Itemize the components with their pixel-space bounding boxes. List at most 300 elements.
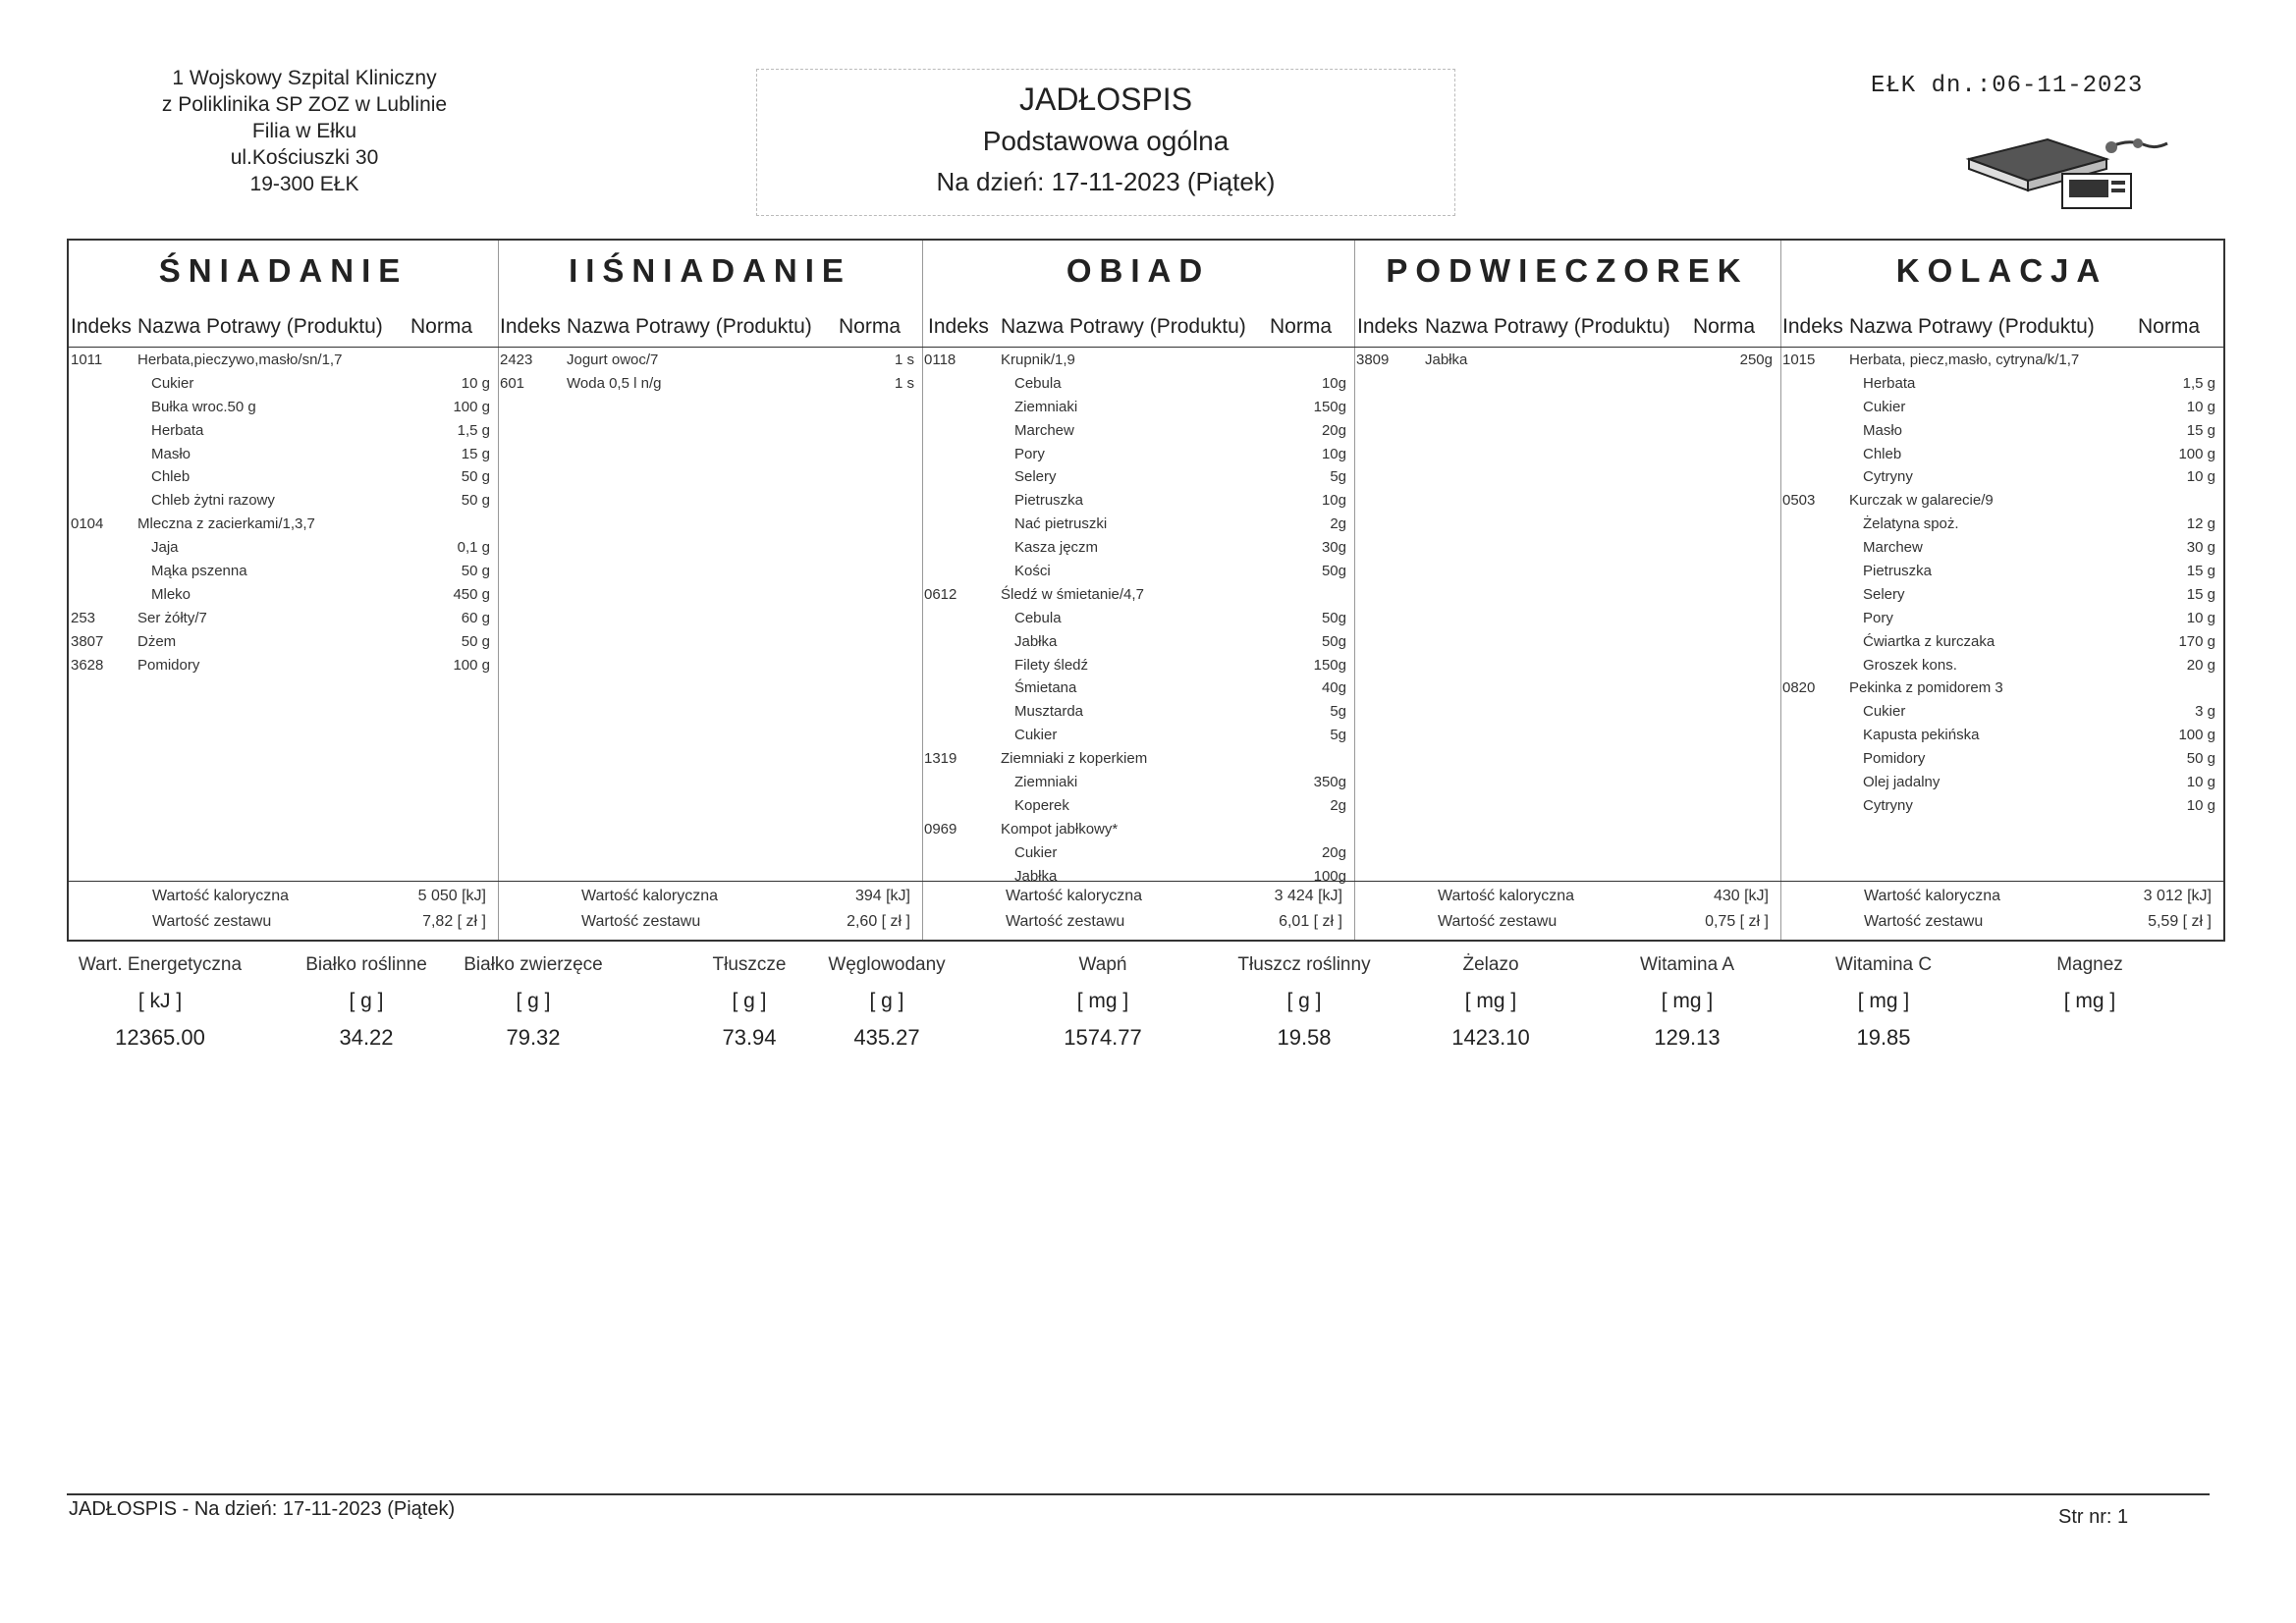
dish-name: Ziemniaki (1014, 398, 1078, 415)
dish-norm: 5g (1330, 727, 1346, 744)
dish-row (1780, 724, 2223, 747)
cost-value: 5,59 [ zł ] (2148, 913, 2212, 930)
dish-norm: 12 g (2186, 515, 2215, 533)
dish-row (1780, 419, 2223, 443)
dish-row (498, 349, 922, 372)
dish-row (69, 419, 498, 443)
dish-row (922, 560, 1354, 583)
print-date: EŁK dn.:06-11-2023 (1871, 73, 2144, 99)
dish-row (69, 607, 498, 630)
header-name: Nazwa Potrawy (Produktu) (567, 315, 812, 338)
dish-row (1780, 396, 2223, 419)
dish-row (69, 372, 498, 396)
dish-norm: 350g (1313, 774, 1346, 791)
nutrient-label: Węglowodany (828, 954, 946, 975)
cost-label: Wartość zestawu (1006, 913, 1125, 930)
nutrient-value: 12365.00 (115, 1025, 205, 1050)
dish-row (922, 607, 1354, 630)
dish-norm: 2g (1330, 515, 1346, 533)
dish-name: Selery (1863, 585, 1905, 603)
calorie-value: 394 [kJ] (854, 888, 910, 904)
dish-norm: 50 g (2186, 750, 2215, 768)
dish-row (1780, 513, 2223, 536)
nutrient-unit: [ mg ] (1857, 990, 1910, 1012)
book-computer-logo (1959, 120, 2175, 218)
dish-norm: 60 g (461, 609, 490, 626)
calorie-label: Wartość kaloryczna (581, 888, 718, 904)
dish-name: Nać pietruszki (1014, 515, 1108, 533)
dish-row (922, 349, 1354, 372)
dish-norm: 10 g (2186, 796, 2215, 814)
hospital-line-2: z Poliklinika SP ZOZ w Lublinie (161, 93, 448, 116)
hospital-line-3: Filia w Ełku (251, 120, 357, 142)
cost-label: Wartość zestawu (581, 913, 701, 930)
dish-row (1780, 654, 2223, 677)
dish-name: Koperek (1014, 796, 1069, 814)
dish-row (1780, 607, 2223, 630)
dish-norm: 0,1 g (457, 539, 490, 557)
header-index: Indeks (1782, 315, 1843, 338)
calorie-value: 3 424 [kJ] (1274, 888, 1342, 904)
meal-totals (1780, 881, 2223, 941)
dish-row (922, 818, 1354, 841)
dish-index: 601 (500, 374, 525, 392)
meal-column (1780, 241, 2223, 940)
dish-name: Cukier (1014, 843, 1058, 861)
dish-norm: 50g (1321, 632, 1346, 650)
nutrient-label: Witamina A (1639, 954, 1735, 975)
meal-totals (69, 881, 498, 941)
dish-norm: 15 g (461, 445, 490, 462)
dish-norm: 50 g (461, 632, 490, 650)
dish-name: Mleko (151, 585, 191, 603)
dish-name: Mąka pszenna (151, 563, 247, 580)
meal-column (1354, 241, 1781, 940)
header-name: Nazwa Potrawy (Produktu) (1849, 315, 2095, 338)
dish-name: Marchew (1014, 421, 1074, 439)
nutrient-unit: [ mg ] (1464, 990, 1517, 1012)
nutrient-unit: [ g ] (349, 990, 384, 1012)
dish-norm: 1,5 g (457, 421, 490, 439)
dish-name: Filety śledź (1014, 656, 1089, 674)
dish-name: Woda 0,5 l n/g (567, 374, 662, 392)
dish-row (69, 513, 498, 536)
dish-name: Jabłka (1014, 867, 1058, 885)
nutrient-column (793, 950, 980, 1056)
nutrient-value: 79.32 (506, 1025, 561, 1050)
dish-row (1780, 349, 2223, 372)
dish-norm: 20g (1321, 421, 1346, 439)
nutrient-label: Białko roślinne (305, 954, 427, 975)
dish-norm: 30 g (2186, 539, 2215, 557)
dish-list (922, 349, 1354, 888)
dish-index: 0503 (1782, 492, 1816, 510)
meal-totals (922, 881, 1354, 941)
calorie-label: Wartość kaloryczna (1006, 888, 1142, 904)
dish-name: Kości (1014, 563, 1051, 580)
dish-row (69, 489, 498, 513)
calorie-value: 5 050 [kJ] (417, 888, 486, 904)
dish-row (69, 630, 498, 654)
nutrient-label: Magnez (2056, 954, 2123, 975)
meal-title: ŚNIADANIE (158, 252, 409, 289)
dish-row (498, 372, 922, 396)
dish-row (922, 583, 1354, 607)
dish-row (922, 419, 1354, 443)
nutrient-column (1397, 950, 1584, 1056)
dish-name: Dżem (137, 632, 177, 650)
dish-list (69, 349, 498, 676)
cost-label: Wartość zestawu (1864, 913, 1984, 930)
nutrient-unit: [ g ] (1286, 990, 1322, 1012)
page-title: JADŁOSPIS (1018, 81, 1193, 117)
dish-name: Cebula (1014, 609, 1062, 626)
meal-title: PODWIECZOREK (1386, 252, 1749, 289)
dish-norm: 10g (1321, 492, 1346, 510)
dish-name: Śledź w śmietanie/4,7 (1001, 585, 1144, 603)
dish-norm: 15 g (2186, 585, 2215, 603)
nutrient-unit: [ kJ ] (137, 990, 183, 1012)
header-index: Indeks (71, 315, 132, 338)
nutrient-column (1010, 950, 1196, 1056)
column-header (1354, 307, 1780, 348)
dish-row (1780, 583, 2223, 607)
dish-name: Jabłka (1014, 632, 1058, 650)
hospital-address (98, 65, 511, 197)
title-box (756, 69, 1455, 216)
dish-norm: 20g (1321, 843, 1346, 861)
dish-index: 1011 (71, 352, 103, 368)
dish-name: Jabłka (1425, 352, 1468, 368)
dish-name: Jaja (151, 539, 179, 557)
dish-name: Ziemniaki (1014, 774, 1078, 791)
dish-norm: 10 g (2186, 398, 2215, 415)
header-name: Nazwa Potrawy (Produktu) (137, 315, 383, 338)
dish-name: Olej jadalny (1863, 774, 1941, 791)
dish-norm: 50g (1321, 609, 1346, 626)
nutrient-column (1790, 950, 1977, 1056)
nutrient-value: 19.58 (1277, 1025, 1332, 1050)
dish-norm: 10 g (2186, 468, 2215, 486)
dish-norm: 100 g (453, 656, 490, 674)
hospital-line-5: 19-300 EŁK (249, 173, 359, 195)
dish-norm: 3 g (2195, 703, 2215, 721)
dish-name: Mleczna z zacierkami/1,3,7 (137, 515, 315, 533)
dish-row (922, 465, 1354, 489)
header-norm: Norma (1693, 315, 1756, 338)
dish-row (922, 372, 1354, 396)
dish-row (69, 654, 498, 677)
dish-name: Chleb (151, 468, 191, 486)
dish-index: 3807 (71, 632, 104, 650)
dish-norm: 170 g (2178, 632, 2215, 650)
header-norm: Norma (1270, 315, 1333, 338)
header-index: Indeks (500, 315, 561, 338)
dish-row (922, 724, 1354, 747)
header-norm: Norma (410, 315, 473, 338)
dish-name: Kompot jabłkowy* (1001, 820, 1119, 838)
meal-totals (498, 881, 922, 941)
meal-title: KOLACJA (1895, 252, 2108, 289)
cost-label: Wartość zestawu (152, 913, 272, 930)
dish-norm: 30g (1321, 539, 1346, 557)
dish-index: 1015 (1782, 352, 1816, 368)
dish-norm: 1 s (894, 352, 914, 368)
meal-column (922, 241, 1355, 940)
nutrient-value: 34.22 (339, 1025, 394, 1050)
nutrient-value: 19.85 (1856, 1025, 1911, 1050)
dish-row (922, 771, 1354, 794)
dish-name: Masło (1863, 421, 1903, 439)
calorie-label: Wartość kaloryczna (1438, 888, 1574, 904)
dish-name: Chleb (1863, 445, 1902, 462)
dish-name: Chleb żytni razowy (151, 492, 275, 510)
hospital-line-4: ul.Kościuszki 30 (230, 146, 379, 169)
dish-row (1780, 443, 2223, 466)
nutrient-value: 129.13 (1654, 1025, 1721, 1050)
cost-label: Wartość zestawu (1438, 913, 1558, 930)
dish-norm: 2g (1330, 796, 1346, 814)
dish-norm: 15 g (2186, 563, 2215, 580)
dish-row (69, 396, 498, 419)
diet-type: Podstawowa ogólna (982, 126, 1230, 156)
page-number: Str nr: 1 (2058, 1506, 2129, 1528)
dish-row (69, 560, 498, 583)
nutrient-unit: [ mg ] (1661, 990, 1714, 1012)
dish-norm: 50 g (461, 492, 490, 510)
dish-name: Pietruszka (1863, 563, 1933, 580)
dish-name: Kurczak w galarecie/9 (1849, 492, 1994, 510)
cost-value: 2,60 [ zł ] (847, 913, 910, 930)
dish-name: Ziemniaki z koperkiem (1001, 750, 1148, 768)
dish-norm: 50g (1321, 563, 1346, 580)
dish-norm: 100 g (2178, 445, 2215, 462)
nutrient-value: 1574.77 (1064, 1025, 1142, 1050)
dish-name: Selery (1014, 468, 1057, 486)
dish-row (1780, 794, 2223, 818)
dish-index: 0104 (71, 515, 104, 533)
dish-row (69, 349, 498, 372)
dish-row (1780, 372, 2223, 396)
dish-index: 0969 (924, 820, 957, 838)
header-name: Nazwa Potrawy (Produktu) (1425, 315, 1670, 338)
dish-norm: 450 g (453, 585, 490, 603)
dish-index: 3628 (71, 656, 104, 674)
dish-row (1780, 771, 2223, 794)
calorie-value: 430 [kJ] (1713, 888, 1769, 904)
dish-norm: 10g (1321, 374, 1346, 392)
dish-index: 0820 (1782, 679, 1816, 697)
dish-row (922, 841, 1354, 865)
dish-norm: 100 g (453, 398, 490, 415)
dish-norm: 10 g (2186, 609, 2215, 626)
dish-row (69, 583, 498, 607)
column-header (1780, 307, 2223, 348)
nutrient-value: 73.94 (722, 1025, 777, 1050)
dish-name: Kasza jęczm (1014, 539, 1099, 557)
calorie-label: Wartość kaloryczna (152, 888, 289, 904)
dish-norm: 50 g (461, 563, 490, 580)
dish-name: Pekinka z pomidorem 3 (1849, 679, 2003, 697)
hospital-line-1: 1 Wojskowy Szpital Kliniczny (172, 67, 437, 89)
nutrient-unit: [ g ] (869, 990, 904, 1012)
dish-row (922, 489, 1354, 513)
dish-index: 0612 (924, 585, 957, 603)
dish-row (922, 396, 1354, 419)
nutrient-column (273, 950, 460, 1056)
dish-row (69, 465, 498, 489)
dish-row (922, 513, 1354, 536)
calorie-label: Wartość kaloryczna (1864, 888, 2000, 904)
dish-name: Ćwiartka z kurczaka (1863, 632, 1995, 650)
page-footer: JADŁOSPIS - Na dzień: 17-11-2023 (Piątek) (69, 1498, 456, 1520)
meal-title: OBIAD (1066, 252, 1211, 289)
dish-row (1780, 489, 2223, 513)
nutrient-label: Witamina C (1834, 954, 1933, 975)
dish-norm: 150g (1313, 656, 1346, 674)
dish-name: Herbata,pieczywo,masło/sn/1,7 (137, 352, 343, 368)
nutrient-label: Tłuszcz roślinny (1237, 954, 1371, 975)
column-header (922, 307, 1354, 348)
dish-norm: 10g (1321, 445, 1346, 462)
nutrient-label: Wapń (1078, 954, 1127, 975)
dish-norm: 15 g (2186, 421, 2215, 439)
dish-row (1780, 560, 2223, 583)
nutrient-column (1996, 950, 2183, 1056)
dish-name: Jogurt owoc/7 (567, 352, 659, 368)
dish-row (1780, 676, 2223, 700)
dish-row (1780, 700, 2223, 724)
nutrient-label: Tłuszcze (712, 954, 787, 975)
dish-norm: 1,5 g (2182, 374, 2215, 392)
dish-row (922, 747, 1354, 771)
dish-name: Cukier (1014, 727, 1058, 744)
dish-name: Pomidory (137, 656, 200, 674)
meal-title: IIŚNIADANIE (569, 252, 851, 289)
dish-name: Kapusta pekińska (1863, 727, 1980, 744)
dish-norm: 10 g (461, 374, 490, 392)
menu-table (67, 239, 2225, 942)
nutrient-unit: [ g ] (732, 990, 767, 1012)
nutrient-value (1996, 1021, 2183, 1056)
dish-row (1780, 465, 2223, 489)
dish-index: 0118 (924, 352, 957, 368)
dish-name: Pory (1014, 445, 1045, 462)
dish-norm: 5g (1330, 703, 1346, 721)
dish-norm: 10 g (2186, 774, 2215, 791)
dish-row (922, 630, 1354, 654)
dish-norm: 150g (1313, 398, 1346, 415)
dish-name: Krupnik/1,9 (1001, 352, 1075, 368)
footer-divider (67, 1493, 2210, 1495)
nutrient-column (440, 950, 627, 1056)
dish-name: Cukier (1863, 398, 1906, 415)
dish-name: Cukier (151, 374, 194, 392)
dish-norm: 50 g (461, 468, 490, 486)
meal-column (69, 241, 499, 940)
dish-list (1780, 349, 2223, 818)
dish-index: 253 (71, 609, 96, 626)
dish-norm: 100g (1313, 867, 1346, 885)
dish-name: Ser żółty/7 (137, 609, 207, 626)
dish-name: Marchew (1863, 539, 1923, 557)
dish-row (922, 700, 1354, 724)
dish-index: 3809 (1356, 352, 1390, 368)
cost-value: 6,01 [ zł ] (1279, 913, 1342, 930)
dish-name: Cytryny (1863, 468, 1913, 486)
dish-name: Żelatyna spoż. (1863, 515, 1959, 533)
dish-name: Herbata (1863, 374, 1916, 392)
meal-column (498, 241, 923, 940)
dish-name: Groszek kons. (1863, 656, 1957, 674)
dish-name: Bułka wroc.50 g (151, 398, 256, 415)
dish-index: 2423 (500, 352, 533, 368)
dish-list (1354, 349, 1780, 372)
nutrient-unit: [ g ] (516, 990, 551, 1012)
meal-totals (1354, 881, 1780, 941)
dish-list (498, 349, 922, 396)
header-norm: Norma (2138, 315, 2201, 338)
header-index: Indeks (1357, 315, 1418, 338)
dish-row (1354, 349, 1780, 372)
nutrient-label: Białko zwierzęce (464, 954, 603, 975)
nutrient-value: 435.27 (853, 1025, 920, 1050)
dish-row (922, 536, 1354, 560)
dish-norm: 5g (1330, 468, 1346, 486)
dish-name: Cukier (1863, 703, 1906, 721)
menu-date: Na dzień: 17-11-2023 (Piątek) (936, 167, 1276, 196)
dish-row (922, 654, 1354, 677)
nutrient-label: Wart. Energetyczna (78, 954, 243, 975)
dish-row (69, 443, 498, 466)
column-header (69, 307, 498, 348)
dish-norm: 40g (1321, 679, 1346, 697)
dish-name: Cebula (1014, 374, 1062, 392)
dish-row (922, 676, 1354, 700)
dish-name: Cytryny (1863, 796, 1913, 814)
dish-index: 1319 (924, 750, 957, 768)
header-norm: Norma (839, 315, 902, 338)
dish-name: Masło (151, 445, 191, 462)
nutrient-column (1211, 950, 1397, 1056)
nutrient-column (1594, 950, 1780, 1056)
dish-row (922, 443, 1354, 466)
dish-name: Pomidory (1863, 750, 1926, 768)
dish-norm: 250g (1739, 352, 1773, 368)
nutrient-label: Żelazo (1462, 954, 1519, 975)
nutrient-unit: [ mg ] (1076, 990, 1129, 1012)
cost-value: 7,82 [ zł ] (422, 913, 486, 930)
nutrient-column (67, 950, 253, 1056)
calorie-value: 3 012 [kJ] (2143, 888, 2212, 904)
dish-name: Musztarda (1014, 703, 1084, 721)
dish-norm: 100 g (2178, 727, 2215, 744)
dish-name: Herbata (151, 421, 204, 439)
nutrition-summary (67, 950, 2221, 1066)
header-name: Nazwa Potrawy (Produktu) (1001, 315, 1246, 338)
dish-norm: 1 s (894, 374, 914, 392)
nutrient-unit: [ mg ] (2063, 990, 2116, 1012)
dish-row (1780, 747, 2223, 771)
dish-row (1780, 536, 2223, 560)
header-index: Indeks (928, 315, 989, 338)
nutrient-value: 1423.10 (1451, 1025, 1530, 1050)
dish-row (69, 536, 498, 560)
dish-name: Pietruszka (1014, 492, 1084, 510)
dish-row (1780, 630, 2223, 654)
dish-row (922, 794, 1354, 818)
column-header (498, 307, 922, 348)
